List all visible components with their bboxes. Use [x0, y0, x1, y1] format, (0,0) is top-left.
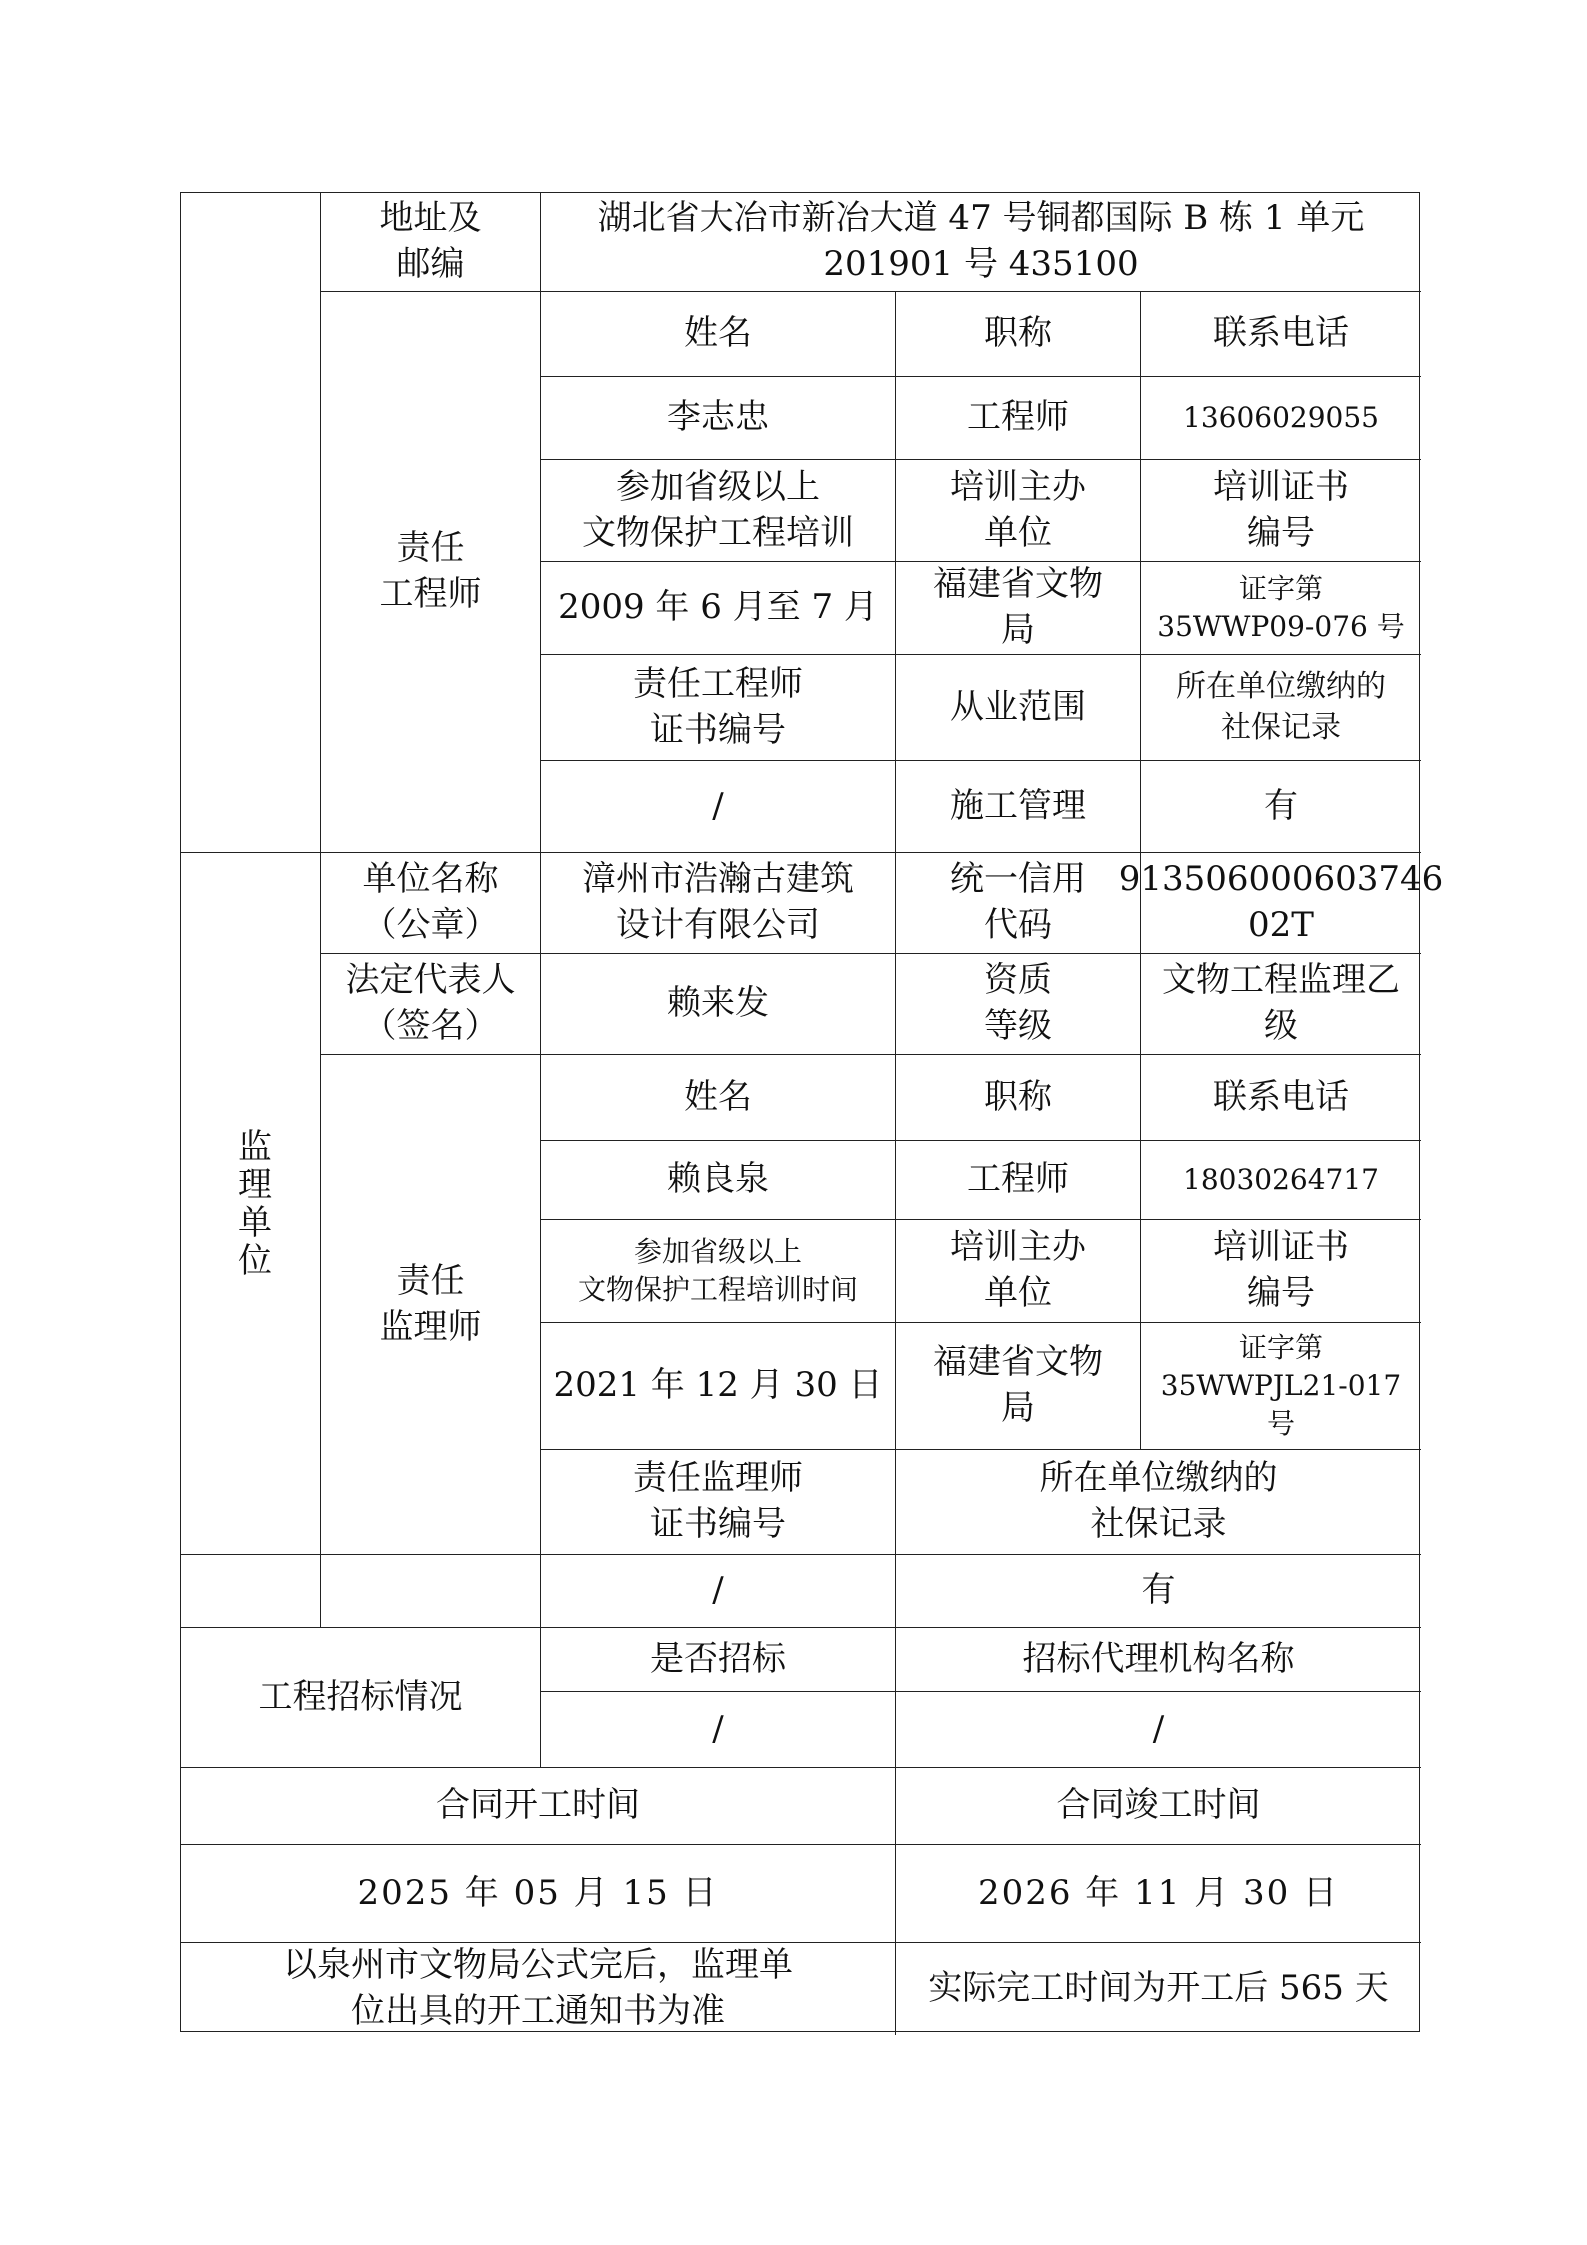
supervision-section-label-end	[181, 1555, 321, 1628]
contract-start-value: 2025 年 05 月 15 日	[181, 1845, 896, 1943]
engineer-phone: 13606029055	[1141, 377, 1421, 460]
supervisor-header-phone: 联系电话	[1141, 1055, 1421, 1141]
supervisor-cert-no-label: 责任监理师 证书编号	[541, 1450, 896, 1555]
supervisor-social-value: 有	[896, 1555, 1421, 1628]
contract-start-label: 合同开工时间	[181, 1768, 896, 1845]
unit-name-value: 漳州市浩瀚古建筑 设计有限公司	[541, 853, 896, 954]
engineer-scope-value: 施工管理	[896, 761, 1141, 853]
start-notice-note: 以泉州市文物局公式完后，监理单 位出具的开工通知书为准	[181, 1943, 896, 2035]
engineer-header-title: 职称	[896, 292, 1141, 377]
credit-code-value: 913506000603746 02T	[1141, 853, 1421, 954]
supervisor-organizer: 福建省文物 局	[896, 1323, 1141, 1450]
engineer-cert-no-value: /	[541, 761, 896, 853]
contract-end-label: 合同竣工时间	[896, 1768, 1421, 1845]
tender-bid-value: /	[541, 1692, 896, 1768]
project-info-table	[180, 192, 1444, 2032]
supervisor-header-name: 姓名	[541, 1055, 896, 1141]
engineer-training-time: 2009 年 6 月至 7 月	[541, 562, 896, 655]
engineer-training-label: 参加省级以上 文物保护工程培训	[541, 460, 896, 562]
address-value: 湖北省大冶市新冶大道 47 号铜都国际 B 栋 1 单元 201901 号 435100	[541, 193, 1421, 292]
tender-label: 工程招标情况	[181, 1628, 541, 1768]
supervisor-label-end	[321, 1555, 541, 1628]
engineer-organizer-label: 培训主办 单位	[896, 460, 1141, 562]
supervisor-training-label: 参加省级以上 文物保护工程培训时间	[541, 1220, 896, 1323]
engineer-name: 李志忠	[541, 377, 896, 460]
unit-name-label: 单位名称 （公章）	[321, 853, 541, 954]
legal-rep-value: 赖来发	[541, 954, 896, 1055]
legal-rep-label: 法定代表人 （签名）	[321, 954, 541, 1055]
supervisor-name: 赖良泉	[541, 1141, 896, 1220]
tender-bid-label: 是否招标	[541, 1628, 896, 1692]
tender-agency-label: 招标代理机构名称	[896, 1628, 1421, 1692]
actual-completion: 实际完工时间为开工后 565 天	[928, 1967, 1389, 2008]
engineer-cert-number: 证字第 35WWP09-076 号	[1141, 562, 1421, 655]
contract-end-value: 2026 年 11 月 30 日	[896, 1845, 1421, 1943]
supervisor-cert-label: 培训证书 编号	[1141, 1220, 1421, 1323]
supervisor-header-title: 职称	[896, 1055, 1141, 1141]
engineer-label: 责任 工程师	[321, 292, 541, 853]
engineer-header-name: 姓名	[541, 292, 896, 377]
engineer-social-value: 有	[1141, 761, 1421, 853]
supervisor-organizer-label: 培训主办 单位	[896, 1220, 1141, 1323]
supervisor-cert-no-value: /	[541, 1555, 896, 1628]
construction-section-label	[181, 193, 321, 853]
engineer-title: 工程师	[896, 377, 1141, 460]
engineer-scope-label: 从业范围	[896, 655, 1141, 761]
qualification-label: 资质 等级	[896, 954, 1141, 1055]
engineer-social-label: 所在单位缴纳的 社保记录	[1141, 655, 1421, 761]
credit-code-label: 统一信用 代码	[896, 853, 1141, 954]
tender-agency-value: /	[896, 1692, 1421, 1768]
supervisor-training-time: 2021 年 12 月 30 日	[541, 1323, 896, 1450]
supervisor-social-label: 所在单位缴纳的 社保记录	[896, 1450, 1421, 1555]
engineer-header-phone: 联系电话	[1141, 292, 1421, 377]
supervisor-title: 工程师	[896, 1141, 1141, 1220]
engineer-cert-label: 培训证书 编号	[1141, 460, 1421, 562]
supervision-section-label: 监理单位	[181, 853, 321, 1555]
supervisor-cert-number: 证字第 35WWPJL21-017 号	[1141, 1323, 1421, 1450]
engineer-cert-no-label: 责任工程师 证书编号	[541, 655, 896, 761]
engineer-organizer: 福建省文物 局	[896, 562, 1141, 655]
supervisor-label: 责任 监理师	[321, 1055, 541, 1555]
supervisor-phone: 18030264717	[1141, 1141, 1421, 1220]
address-label: 地址及 邮编	[321, 193, 541, 292]
qualification-value: 文物工程监理乙 级	[1141, 954, 1421, 1055]
